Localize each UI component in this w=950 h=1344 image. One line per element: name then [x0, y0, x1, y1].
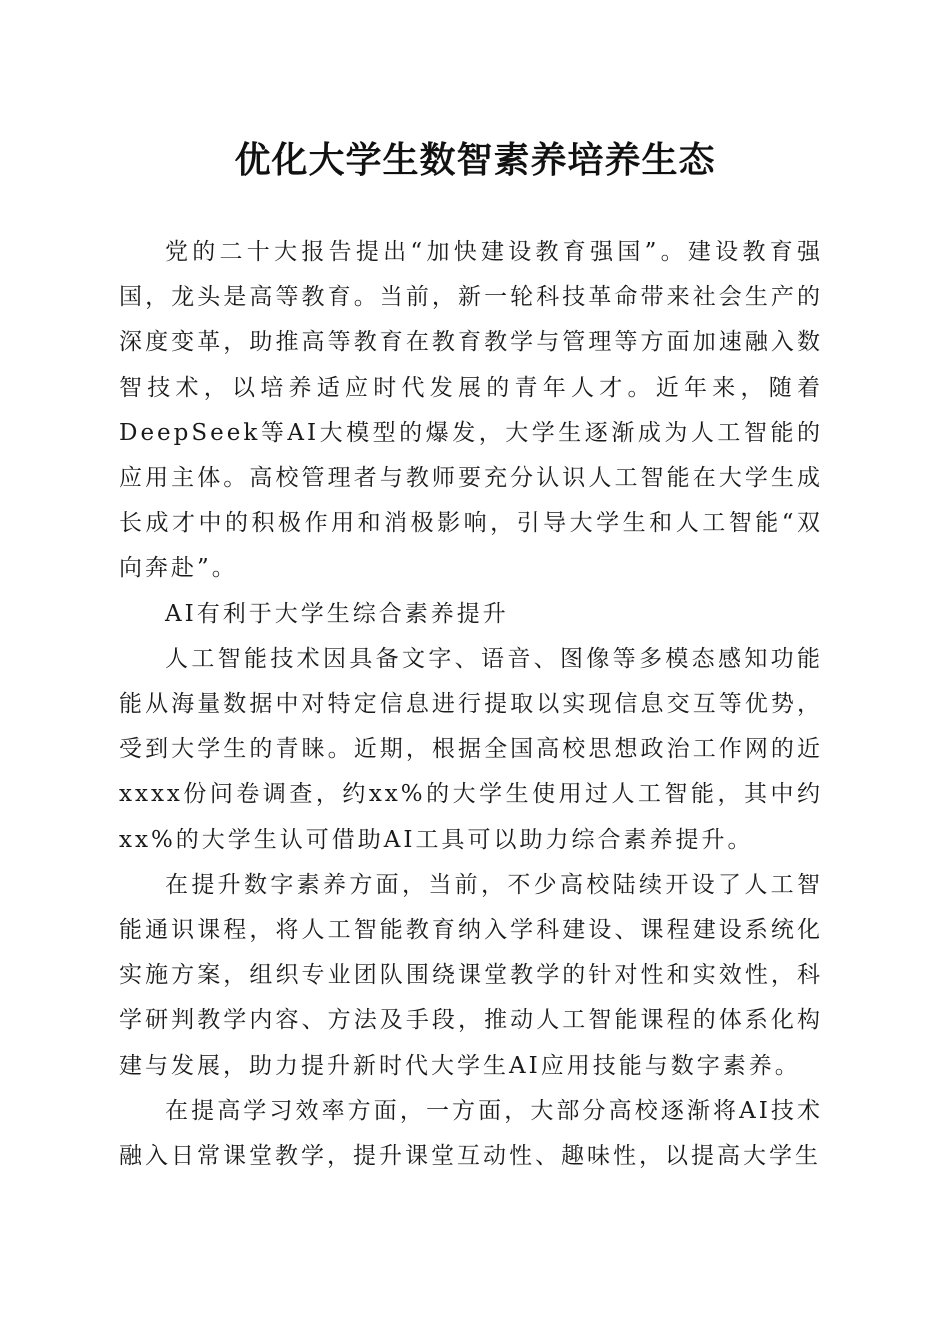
- section-heading: AI有利于大学生综合素养提升: [165, 600, 509, 627]
- paragraph-digital-literacy: 在提升数字素养方面，当前，不少高校陆续开设了人工智能通识课程，将人工智能教育纳入学科建设、课程建设系统化实施方案，组织专业团队围绕课堂教学的针对性和实效性，科学研判教学内容、方法及手段，推动人工智能课程的体系化构建与发展，助力提升新时代大学生AI应用技能与数字素养。: [119, 871, 823, 1079]
- paragraph-intro: 党的二十大报告提出“加快建设教育强国”。建设教育强国，龙头是高等教育。当前，新一轮科技革命带来社会生产的深度变革，助推高等教育在教育教学与管理等方面加速融入数智技术，以培养适应时代发展的青年人才。近年来，随着DeepSeek等AI大模型的爆发，大学生逐渐成为人工智能的应用主体。高校管理者与教师要充分认识人工智能在大学生成长成才中的积极作用和消极影响，引导大学生和人工智能“双向奔赴”。: [119, 239, 823, 582]
- paragraph-survey: 人工智能技术因具备文字、语音、图像等多模态感知功能能从海量数据中对特定信息进行提取以实现信息交互等优势，受到大学生的青睐。近期，根据全国高校思想政治工作网的近xxxx份问卷调查，约xx%的大学生使用过人工智能，其中约xx%的大学生认可借助AI工具可以助力综合素养提升。: [119, 645, 823, 853]
- document-title: 优化大学生数智素养培养生态: [234, 139, 716, 181]
- paragraph-learning-efficiency: 在提高学习效率方面，一方面，大部分高校逐渐将AI技术融入日常课堂教学，提升课堂互动性、趣味性，以提高大学生: [119, 1097, 823, 1170]
- document-body: [119, 230, 823, 1179]
